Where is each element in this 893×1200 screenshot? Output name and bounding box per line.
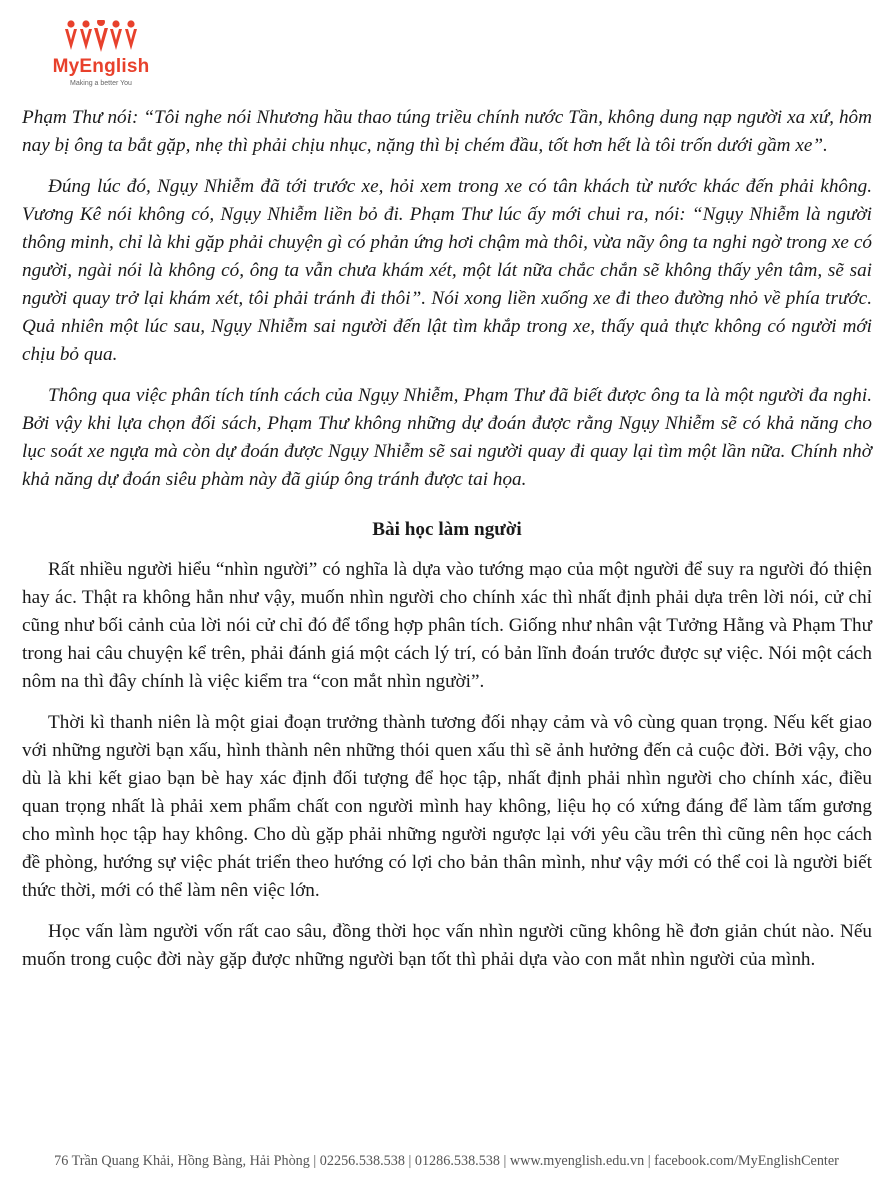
- page-footer: 76 Trần Quang Khải, Hồng Bàng, Hải Phòng | 02256.538.538 | 01286.538.538 | www.myenglish.edu.vn | facebook.com/MyEnglishCenter: [54, 1153, 839, 1169]
- logo-tagline: Making a better You: [70, 80, 132, 87]
- people-logo-icon: [64, 20, 138, 54]
- lesson-paragraph-1: Rất nhiều người hiểu “nhìn người” có nghĩa là dựa vào tướng mạo của một người để suy ra người đó thiện hay ác. Thật ra không hẳn như vậy, muốn nhìn người cho chính xác thì nhất định phải dựa trên lời nói, cử chỉ cũng như bối cảnh của lời nói cử chỉ đó để tổng hợp phân tích. Giống như nhân vật Tưởng Hằng và Phạm Thư trong hai câu chuyện kể trên, phải đánh giá một cách lý trí, có bản lĩnh đoán trước được sự việc. Nói một cách nôm na thì đây chính là việc kiểm tra “con mắt nhìn người”.: [22, 559, 872, 692]
- lesson-paragraph-2: Thời kì thanh niên là một giai đoạn trưởng thành tương đối nhạy cảm và vô cùng quan trọng. Nếu kết giao với những người bạn xấu, hình thành nên những thói quen xấu thì sẽ ảnh hưởng đến cả cuộc đời. Bởi vậy, cho dù là khi kết giao bạn bè hay xác định đối tượng để học tập, nhất định phải nhìn người cho chính xác, điều quan trọng nhất là phải xem phẩm chất con người mình hay không, liệu họ có xứng đáng để làm tấm gương cho mình học tập hay không. Cho dù gặp phải những người ngược lại với yêu cầu trên thì cũng nên học cách đề phòng, hướng sự việc phát triển theo hướng có lợi cho bản thân mình, như vậy mới có thể coi là người biết thức thời, mới có thể làm nên việc lớn.: [22, 712, 872, 901]
- brand-logo: [46, 20, 156, 90]
- lesson-paragraph-3: Học vấn làm người vốn rất cao sâu, đồng thời học vấn nhìn người cũng không hề đơn giản chút nào. Nếu muốn trong cuộc đời này gặp được những người bạn tốt thì phải dựa vào con mắt nhìn người của mình.: [22, 921, 872, 970]
- document-body: [22, 104, 872, 987]
- section-heading: Bài học làm người: [372, 519, 522, 540]
- story-paragraph-1: Phạm Thư nói: “Tôi nghe nói Nhương hầu thao túng triều chính nước Tần, không dung nạp người xa xứ, hôm nay bị ông ta bắt gặp, nhẹ thì phải chịu nhục, nặng thì bị chém đầu, tốt hơn hết là tôi trốn dưới gầm xe”.: [22, 107, 872, 156]
- story-paragraph-3: Thông qua việc phân tích tính cách của Ngụy Nhiễm, Phạm Thư đã biết được ông ta là một người đa nghi. Bởi vậy khi lựa chọn đối sách, Phạm Thư không những dự đoán được rằng Ngụy Nhiễm sẽ có khả năng cho lục soát xe ngựa mà còn dự đoán được Ngụy Nhiễm sẽ sai người quay đi quay lại tìm một lần nữa. Chính nhờ khả năng dự đoán siêu phàm này đã giúp ông tránh được tai họa.: [22, 385, 872, 490]
- story-paragraph-2: Đúng lúc đó, Ngụy Nhiễm đã tới trước xe, hỏi xem trong xe có tân khách từ nước khác đến phải không. Vương Kê nói không có, Ngụy Nhiễm liền bỏ đi. Phạm Thư lúc ấy mới chui ra, nói: “Ngụy Nhiễm là người thông minh, chỉ là khi gặp phải chuyện gì có phản ứng hơi chậm mà thôi, vừa nãy ông ta nghi ngờ trong xe có người, ngài nói là không có, ông ta vẫn chưa khám xét, một lát nữa chắc chắn sẽ không thấy yên tâm, sẽ sai người quay trở lại khám xét, tôi phải tránh đi thôi”. Nói xong liền xuống xe đi theo đường nhỏ về phía trước. Quả nhiên một lúc sau, Ngụy Nhiễm sai người đến lật tìm khắp trong xe, thấy quả thực không có người mới chịu bỏ qua.: [22, 176, 872, 365]
- logo-wordmark: MyEnglish: [52, 56, 150, 77]
